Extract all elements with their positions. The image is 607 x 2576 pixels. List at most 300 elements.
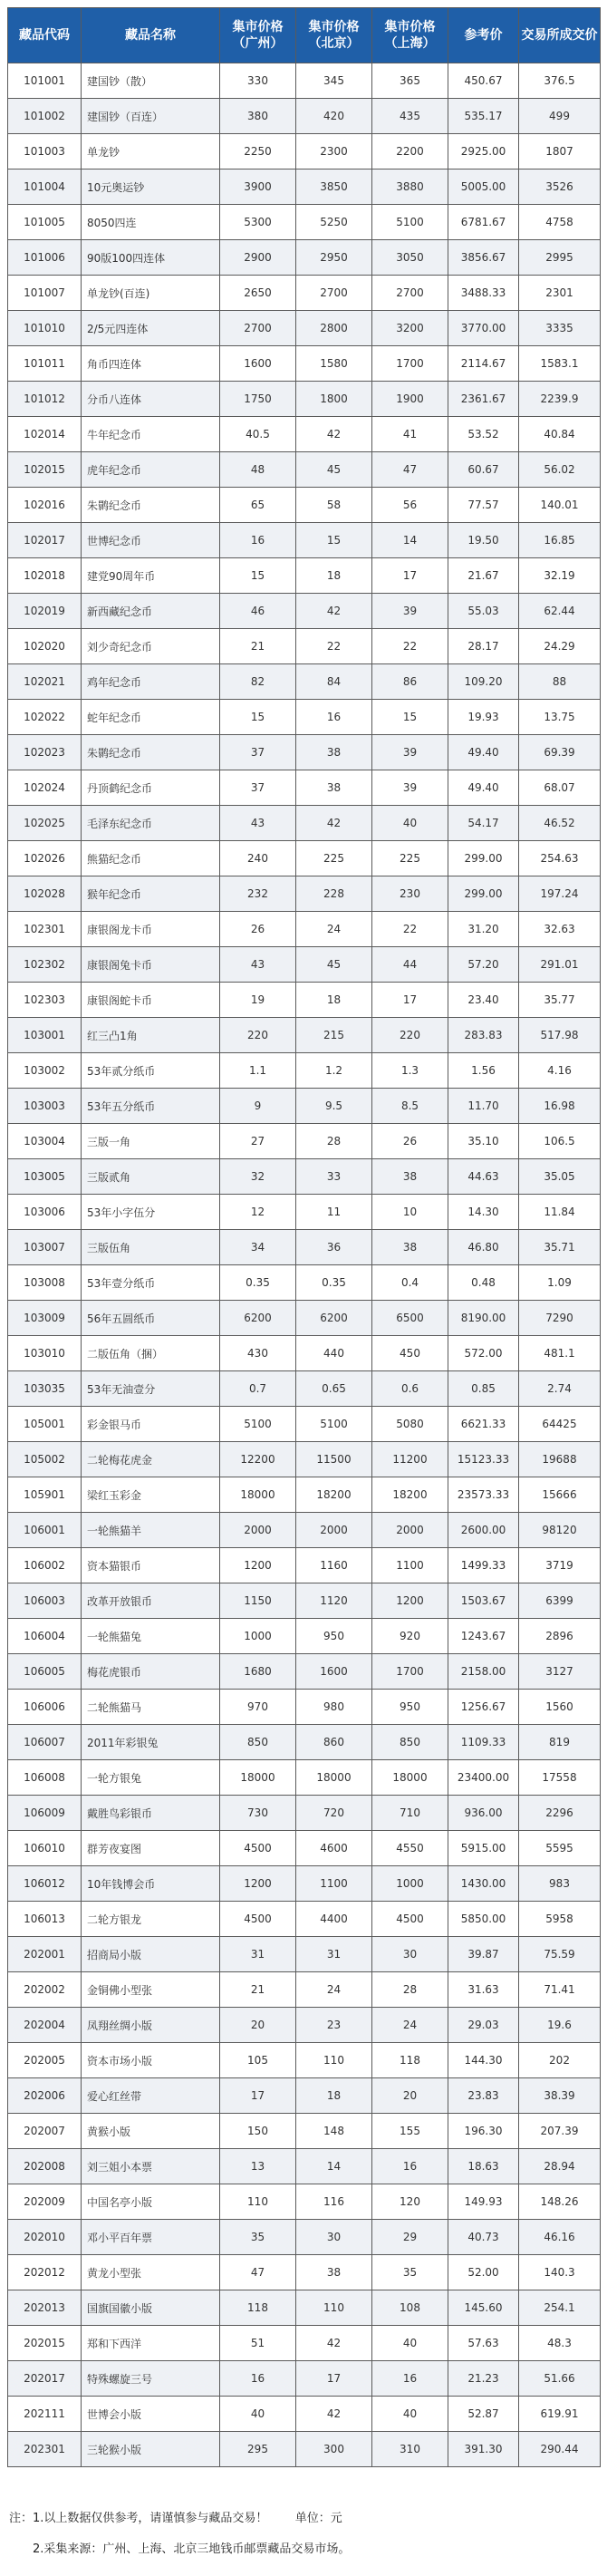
cell-price-shanghai: 225 xyxy=(372,841,448,876)
cell-price-guangzhou: 21 xyxy=(220,1972,296,2008)
cell-code: 105901 xyxy=(8,1477,82,1513)
cell-price-guangzhou: 32 xyxy=(220,1159,296,1195)
cell-code: 106009 xyxy=(8,1796,82,1831)
cell-price-guangzhou: 6200 xyxy=(220,1301,296,1336)
cell-code: 101006 xyxy=(8,240,82,276)
cell-price-beijing: 11500 xyxy=(296,1442,372,1477)
cell-price-shanghai: 8.5 xyxy=(372,1089,448,1124)
cell-price-shanghai: 450 xyxy=(372,1336,448,1371)
cell-reference-price: 6781.67 xyxy=(448,205,519,240)
cell-price-shanghai: 10 xyxy=(372,1195,448,1230)
cell-exchange-price: 46.52 xyxy=(519,806,601,841)
cell-exchange-price: 148.26 xyxy=(519,2184,601,2220)
cell-exchange-price: 197.24 xyxy=(519,876,601,912)
cell-name: 金铜佛小型张 xyxy=(82,1972,220,2008)
cell-price-shanghai: 20 xyxy=(372,2078,448,2114)
cell-reference-price: 2158.00 xyxy=(448,1654,519,1690)
cell-exchange-price: 983 xyxy=(519,1866,601,1902)
cell-price-beijing: 4400 xyxy=(296,1902,372,1937)
cell-price-beijing: 950 xyxy=(296,1619,372,1654)
cell-price-guangzhou: 12 xyxy=(220,1195,296,1230)
cell-price-shanghai: 38 xyxy=(372,1159,448,1195)
cell-exchange-price: 2896 xyxy=(519,1619,601,1654)
cell-price-shanghai: 15 xyxy=(372,700,448,735)
cell-code: 202004 xyxy=(8,2008,82,2043)
cell-reference-price: 6621.33 xyxy=(448,1407,519,1442)
cell-price-shanghai: 950 xyxy=(372,1690,448,1725)
cell-price-shanghai: 14 xyxy=(372,523,448,558)
table-row xyxy=(8,1442,601,1477)
table-row xyxy=(8,876,601,912)
table-row xyxy=(8,1407,601,1442)
table-row xyxy=(8,2114,601,2149)
cell-name: 单龙钞(百连) xyxy=(82,276,220,311)
cell-price-shanghai: 1700 xyxy=(372,1654,448,1690)
cell-price-beijing: 18200 xyxy=(296,1477,372,1513)
cell-reference-price: 15123.33 xyxy=(448,1442,519,1477)
cell-reference-price: 299.00 xyxy=(448,876,519,912)
table-row xyxy=(8,735,601,770)
cell-name: 康银阁蛇卡币 xyxy=(82,983,220,1018)
cell-code: 202111 xyxy=(8,2397,82,2432)
cell-code: 102015 xyxy=(8,452,82,488)
cell-price-guangzhou: 19 xyxy=(220,983,296,1018)
cell-exchange-price: 32.19 xyxy=(519,558,601,594)
table-row xyxy=(8,99,601,134)
cell-name: 招商局小版 xyxy=(82,1937,220,1972)
cell-price-guangzhou: 37 xyxy=(220,770,296,806)
cell-exchange-price: 38.39 xyxy=(519,2078,601,2114)
cell-code: 202002 xyxy=(8,1972,82,2008)
table-row xyxy=(8,558,601,594)
cell-name: 三版伍角 xyxy=(82,1230,220,1265)
table-row xyxy=(8,169,601,205)
cell-code: 202005 xyxy=(8,2043,82,2078)
note-source: 2.采集来源：广州、上海、北京三地钱币邮票藏品交易市场。 xyxy=(33,2542,351,2556)
cell-price-guangzhou: 37 xyxy=(220,735,296,770)
cell-exchange-price: 207.39 xyxy=(519,2114,601,2149)
table-row xyxy=(8,1654,601,1690)
cell-code: 102020 xyxy=(8,629,82,664)
table-row xyxy=(8,1866,601,1902)
cell-name: 黄猴小版 xyxy=(82,2114,220,2149)
cell-exchange-price: 16.85 xyxy=(519,523,601,558)
cell-price-shanghai: 29 xyxy=(372,2220,448,2255)
cell-price-beijing: 42 xyxy=(296,594,372,629)
cell-reference-price: 2925.00 xyxy=(448,134,519,169)
cell-price-guangzhou: 34 xyxy=(220,1230,296,1265)
table-row xyxy=(8,1053,601,1089)
cell-reference-price: 1.56 xyxy=(448,1053,519,1089)
cell-name: 一轮熊猫兔 xyxy=(82,1619,220,1654)
cell-reference-price: 11.70 xyxy=(448,1089,519,1124)
cell-price-shanghai: 35 xyxy=(372,2255,448,2290)
cell-price-guangzhou: 150 xyxy=(220,2114,296,2149)
table-row xyxy=(8,2326,601,2361)
cell-price-shanghai: 2200 xyxy=(372,134,448,169)
cell-exchange-price: 1.09 xyxy=(519,1265,601,1301)
cell-price-beijing: 0.65 xyxy=(296,1371,372,1407)
cell-code: 101002 xyxy=(8,99,82,134)
cell-price-guangzhou: 48 xyxy=(220,452,296,488)
cell-price-beijing: 2800 xyxy=(296,311,372,346)
cell-exchange-price: 46.16 xyxy=(519,2220,601,2255)
cell-reference-price: 196.30 xyxy=(448,2114,519,2149)
cell-reference-price: 572.00 xyxy=(448,1336,519,1371)
cell-code: 102302 xyxy=(8,947,82,983)
table-row xyxy=(8,1159,601,1195)
table-row xyxy=(8,1760,601,1796)
cell-price-beijing: 1800 xyxy=(296,382,372,417)
cell-price-beijing: 345 xyxy=(296,63,372,99)
cell-code: 103035 xyxy=(8,1371,82,1407)
cell-reference-price: 23.83 xyxy=(448,2078,519,2114)
cell-reference-price: 2114.67 xyxy=(448,346,519,382)
table-row xyxy=(8,1371,601,1407)
cell-price-guangzhou: 295 xyxy=(220,2432,296,2467)
cell-code: 102303 xyxy=(8,983,82,1018)
cell-name: 单龙钞 xyxy=(82,134,220,169)
cell-price-shanghai: 40 xyxy=(372,806,448,841)
cell-name: 三版贰角 xyxy=(82,1159,220,1195)
cell-exchange-price: 19.6 xyxy=(519,2008,601,2043)
table-row xyxy=(8,947,601,983)
cell-code: 106002 xyxy=(8,1548,82,1583)
table-row xyxy=(8,1018,601,1053)
cell-price-beijing: 980 xyxy=(296,1690,372,1725)
cell-exchange-price: 376.5 xyxy=(519,63,601,99)
cell-reference-price: 0.85 xyxy=(448,1371,519,1407)
cell-code: 102023 xyxy=(8,735,82,770)
cell-name: 郑和下西洋 xyxy=(82,2326,220,2361)
cell-price-guangzhou: 0.7 xyxy=(220,1371,296,1407)
cell-price-guangzhou: 9 xyxy=(220,1089,296,1124)
cell-price-guangzhou: 82 xyxy=(220,664,296,700)
cell-price-guangzhou: 2650 xyxy=(220,276,296,311)
cell-price-guangzhou: 20 xyxy=(220,2008,296,2043)
cell-name: 猴年纪念币 xyxy=(82,876,220,912)
cell-price-guangzhou: 5100 xyxy=(220,1407,296,1442)
cell-reference-price: 29.03 xyxy=(448,2008,519,2043)
cell-price-guangzhou: 1200 xyxy=(220,1548,296,1583)
cell-code: 102301 xyxy=(8,912,82,947)
cell-code: 101007 xyxy=(8,276,82,311)
cell-code: 202001 xyxy=(8,1937,82,1972)
cell-price-beijing: 11 xyxy=(296,1195,372,1230)
cell-exchange-price: 1583.1 xyxy=(519,346,601,382)
cell-price-beijing: 0.35 xyxy=(296,1265,372,1301)
cell-name: 建党90周年币 xyxy=(82,558,220,594)
table-row xyxy=(8,2432,601,2467)
cell-code: 102017 xyxy=(8,523,82,558)
cell-price-shanghai: 16 xyxy=(372,2149,448,2184)
cell-name: 毛泽东纪念币 xyxy=(82,806,220,841)
cell-price-beijing: 18000 xyxy=(296,1760,372,1796)
header-price-beijing: 集市价格（北京） xyxy=(296,8,372,63)
cell-price-beijing: 1100 xyxy=(296,1866,372,1902)
cell-reference-price: 54.17 xyxy=(448,806,519,841)
cell-price-shanghai: 47 xyxy=(372,452,448,488)
table-row xyxy=(8,1937,601,1972)
cell-name: 鸡年纪念币 xyxy=(82,664,220,700)
cell-price-guangzhou: 330 xyxy=(220,63,296,99)
cell-reference-price: 23400.00 xyxy=(448,1760,519,1796)
cell-reference-price: 21.23 xyxy=(448,2361,519,2397)
cell-price-beijing: 440 xyxy=(296,1336,372,1371)
cell-price-guangzhou: 17 xyxy=(220,2078,296,2114)
cell-exchange-price: 1807 xyxy=(519,134,601,169)
cell-reference-price: 57.63 xyxy=(448,2326,519,2361)
cell-price-shanghai: 435 xyxy=(372,99,448,134)
cell-name: 康银阁龙卡币 xyxy=(82,912,220,947)
cell-price-beijing: 42 xyxy=(296,417,372,452)
cell-price-guangzhou: 110 xyxy=(220,2184,296,2220)
cell-price-guangzhou: 2700 xyxy=(220,311,296,346)
cell-price-beijing: 6200 xyxy=(296,1301,372,1336)
cell-price-guangzhou: 232 xyxy=(220,876,296,912)
cell-code: 106007 xyxy=(8,1725,82,1760)
table-row xyxy=(8,841,601,876)
cell-price-guangzhou: 2250 xyxy=(220,134,296,169)
cell-exchange-price: 499 xyxy=(519,99,601,134)
cell-name: 丹顶鹤纪念币 xyxy=(82,770,220,806)
cell-price-beijing: 215 xyxy=(296,1018,372,1053)
cell-exchange-price: 11.84 xyxy=(519,1195,601,1230)
cell-reference-price: 149.93 xyxy=(448,2184,519,2220)
table-row xyxy=(8,2008,601,2043)
cell-exchange-price: 15666 xyxy=(519,1477,601,1513)
cell-price-beijing: 110 xyxy=(296,2290,372,2326)
cell-exchange-price: 3335 xyxy=(519,311,601,346)
cell-price-shanghai: 155 xyxy=(372,2114,448,2149)
cell-price-beijing: 3850 xyxy=(296,169,372,205)
cell-exchange-price: 64425 xyxy=(519,1407,601,1442)
cell-price-shanghai: 1900 xyxy=(372,382,448,417)
cell-price-shanghai: 17 xyxy=(372,558,448,594)
cell-reference-price: 31.20 xyxy=(448,912,519,947)
cell-name: 朱鹮纪念币 xyxy=(82,735,220,770)
cell-exchange-price: 140.3 xyxy=(519,2255,601,2290)
cell-code: 103003 xyxy=(8,1089,82,1124)
cell-price-shanghai: 4500 xyxy=(372,1902,448,1937)
cell-price-shanghai: 2000 xyxy=(372,1513,448,1548)
cell-reference-price: 14.30 xyxy=(448,1195,519,1230)
cell-price-shanghai: 41 xyxy=(372,417,448,452)
cell-price-guangzhou: 4500 xyxy=(220,1902,296,1937)
cell-exchange-price: 98120 xyxy=(519,1513,601,1548)
cell-price-shanghai: 5100 xyxy=(372,205,448,240)
cell-name: 黄龙小型张 xyxy=(82,2255,220,2290)
table-row xyxy=(8,912,601,947)
table-row xyxy=(8,240,601,276)
cell-price-guangzhou: 105 xyxy=(220,2043,296,2078)
cell-code: 101012 xyxy=(8,382,82,417)
cell-price-beijing: 9.5 xyxy=(296,1089,372,1124)
cell-price-shanghai: 6500 xyxy=(372,1301,448,1336)
cell-exchange-price: 2301 xyxy=(519,276,601,311)
cell-price-shanghai: 11200 xyxy=(372,1442,448,1477)
cell-exchange-price: 290.44 xyxy=(519,2432,601,2467)
table-row xyxy=(8,806,601,841)
cell-price-beijing: 860 xyxy=(296,1725,372,1760)
table-row xyxy=(8,1583,601,1619)
cell-reference-price: 144.30 xyxy=(448,2043,519,2078)
cell-price-guangzhou: 1000 xyxy=(220,1619,296,1654)
cell-price-guangzhou: 16 xyxy=(220,523,296,558)
cell-reference-price: 39.87 xyxy=(448,1937,519,1972)
cell-reference-price: 28.17 xyxy=(448,629,519,664)
cell-reference-price: 53.52 xyxy=(448,417,519,452)
cell-exchange-price: 75.59 xyxy=(519,1937,601,1972)
cell-price-shanghai: 710 xyxy=(372,1796,448,1831)
cell-reference-price: 18.63 xyxy=(448,2149,519,2184)
table-row xyxy=(8,1513,601,1548)
cell-code: 102024 xyxy=(8,770,82,806)
cell-exchange-price: 4758 xyxy=(519,205,601,240)
cell-price-beijing: 84 xyxy=(296,664,372,700)
cell-reference-price: 77.57 xyxy=(448,488,519,523)
cell-reference-price: 19.50 xyxy=(448,523,519,558)
cell-reference-price: 49.40 xyxy=(448,770,519,806)
cell-code: 103004 xyxy=(8,1124,82,1159)
cell-price-shanghai: 365 xyxy=(372,63,448,99)
cell-price-shanghai: 86 xyxy=(372,664,448,700)
cell-code: 103001 xyxy=(8,1018,82,1053)
cell-price-shanghai: 920 xyxy=(372,1619,448,1654)
cell-exchange-price: 481.1 xyxy=(519,1336,601,1371)
cell-exchange-price: 5958 xyxy=(519,1902,601,1937)
cell-code: 105002 xyxy=(8,1442,82,1477)
cell-code: 101005 xyxy=(8,205,82,240)
cell-name: 中国名亭小版 xyxy=(82,2184,220,2220)
cell-price-guangzhou: 46 xyxy=(220,594,296,629)
table-row xyxy=(8,452,601,488)
cell-price-shanghai: 40 xyxy=(372,2326,448,2361)
cell-exchange-price: 291.01 xyxy=(519,947,601,983)
cell-reference-price: 0.48 xyxy=(448,1265,519,1301)
table-body xyxy=(8,63,601,2467)
table-row xyxy=(8,2255,601,2290)
cell-name: 建国钞（百连） xyxy=(82,99,220,134)
cell-code: 202013 xyxy=(8,2290,82,2326)
cell-reference-price: 2600.00 xyxy=(448,1513,519,1548)
table-row xyxy=(8,2361,601,2397)
cell-name: 梁红玉彩金 xyxy=(82,1477,220,1513)
cell-exchange-price: 1560 xyxy=(519,1690,601,1725)
cell-price-beijing: 24 xyxy=(296,1972,372,2008)
cell-price-shanghai: 2700 xyxy=(372,276,448,311)
cell-code: 106008 xyxy=(8,1760,82,1796)
table-row xyxy=(8,382,601,417)
cell-code: 101003 xyxy=(8,134,82,169)
cell-price-beijing: 45 xyxy=(296,452,372,488)
cell-name: 10年钱博会币 xyxy=(82,1866,220,1902)
cell-price-beijing: 18 xyxy=(296,983,372,1018)
cell-price-shanghai: 22 xyxy=(372,912,448,947)
cell-price-beijing: 15 xyxy=(296,523,372,558)
cell-price-shanghai: 39 xyxy=(372,735,448,770)
cell-price-shanghai: 3880 xyxy=(372,169,448,205)
table-row xyxy=(8,1336,601,1371)
cell-price-guangzhou: 2900 xyxy=(220,240,296,276)
cell-price-shanghai: 16 xyxy=(372,2361,448,2397)
cell-reference-price: 52.87 xyxy=(448,2397,519,2432)
footnotes xyxy=(9,2503,598,2565)
table-row xyxy=(8,1089,601,1124)
cell-exchange-price: 4.16 xyxy=(519,1053,601,1089)
cell-reference-price: 44.63 xyxy=(448,1159,519,1195)
cell-name: 建国钞（散） xyxy=(82,63,220,99)
table-row xyxy=(8,1690,601,1725)
cell-exchange-price: 48.3 xyxy=(519,2326,601,2361)
cell-price-beijing: 116 xyxy=(296,2184,372,2220)
cell-price-beijing: 42 xyxy=(296,806,372,841)
cell-price-beijing: 31 xyxy=(296,1937,372,1972)
table-row xyxy=(8,664,601,700)
cell-reference-price: 46.80 xyxy=(448,1230,519,1265)
cell-price-guangzhou: 0.35 xyxy=(220,1265,296,1301)
cell-price-guangzhou: 1200 xyxy=(220,1866,296,1902)
cell-reference-price: 3856.67 xyxy=(448,240,519,276)
cell-name: 三版一角 xyxy=(82,1124,220,1159)
table-row xyxy=(8,1796,601,1831)
cell-name: 新西藏纪念币 xyxy=(82,594,220,629)
cell-name: 世博纪念币 xyxy=(82,523,220,558)
cell-price-guangzhou: 1150 xyxy=(220,1583,296,1619)
cell-code: 106013 xyxy=(8,1902,82,1937)
cell-code: 202006 xyxy=(8,2078,82,2114)
cell-exchange-price: 2.74 xyxy=(519,1371,601,1407)
cell-exchange-price: 819 xyxy=(519,1725,601,1760)
cell-exchange-price: 254.63 xyxy=(519,841,601,876)
cell-price-beijing: 30 xyxy=(296,2220,372,2255)
cell-code: 102018 xyxy=(8,558,82,594)
cell-reference-price: 2361.67 xyxy=(448,382,519,417)
cell-name: 53年五分纸币 xyxy=(82,1089,220,1124)
cell-price-guangzhou: 1.1 xyxy=(220,1053,296,1089)
cell-reference-price: 1499.33 xyxy=(448,1548,519,1583)
cell-name: 角币四连体 xyxy=(82,346,220,382)
cell-price-guangzhou: 2000 xyxy=(220,1513,296,1548)
cell-price-beijing: 36 xyxy=(296,1230,372,1265)
cell-exchange-price: 32.63 xyxy=(519,912,601,947)
cell-price-shanghai: 120 xyxy=(372,2184,448,2220)
cell-exchange-price: 7290 xyxy=(519,1301,601,1336)
table-row xyxy=(8,700,601,735)
cell-price-beijing: 38 xyxy=(296,2255,372,2290)
cell-price-shanghai: 30 xyxy=(372,1937,448,1972)
cell-price-beijing: 16 xyxy=(296,700,372,735)
cell-code: 202010 xyxy=(8,2220,82,2255)
cell-price-shanghai: 108 xyxy=(372,2290,448,2326)
cell-price-guangzhou: 850 xyxy=(220,1725,296,1760)
cell-reference-price: 35.10 xyxy=(448,1124,519,1159)
cell-name: 刘三姐小本票 xyxy=(82,2149,220,2184)
cell-name: 二版伍角（捆） xyxy=(82,1336,220,1371)
cell-price-guangzhou: 220 xyxy=(220,1018,296,1053)
cell-reference-price: 19.93 xyxy=(448,700,519,735)
cell-code: 102021 xyxy=(8,664,82,700)
cell-price-shanghai: 56 xyxy=(372,488,448,523)
cell-price-beijing: 45 xyxy=(296,947,372,983)
cell-price-guangzhou: 13 xyxy=(220,2149,296,2184)
cell-name: 牛年纪念币 xyxy=(82,417,220,452)
cell-name: 红三凸1角 xyxy=(82,1018,220,1053)
cell-name: 90版100四连体 xyxy=(82,240,220,276)
cell-price-shanghai: 1.3 xyxy=(372,1053,448,1089)
cell-name: 二轮方银龙 xyxy=(82,1902,220,1937)
table-row xyxy=(8,346,601,382)
